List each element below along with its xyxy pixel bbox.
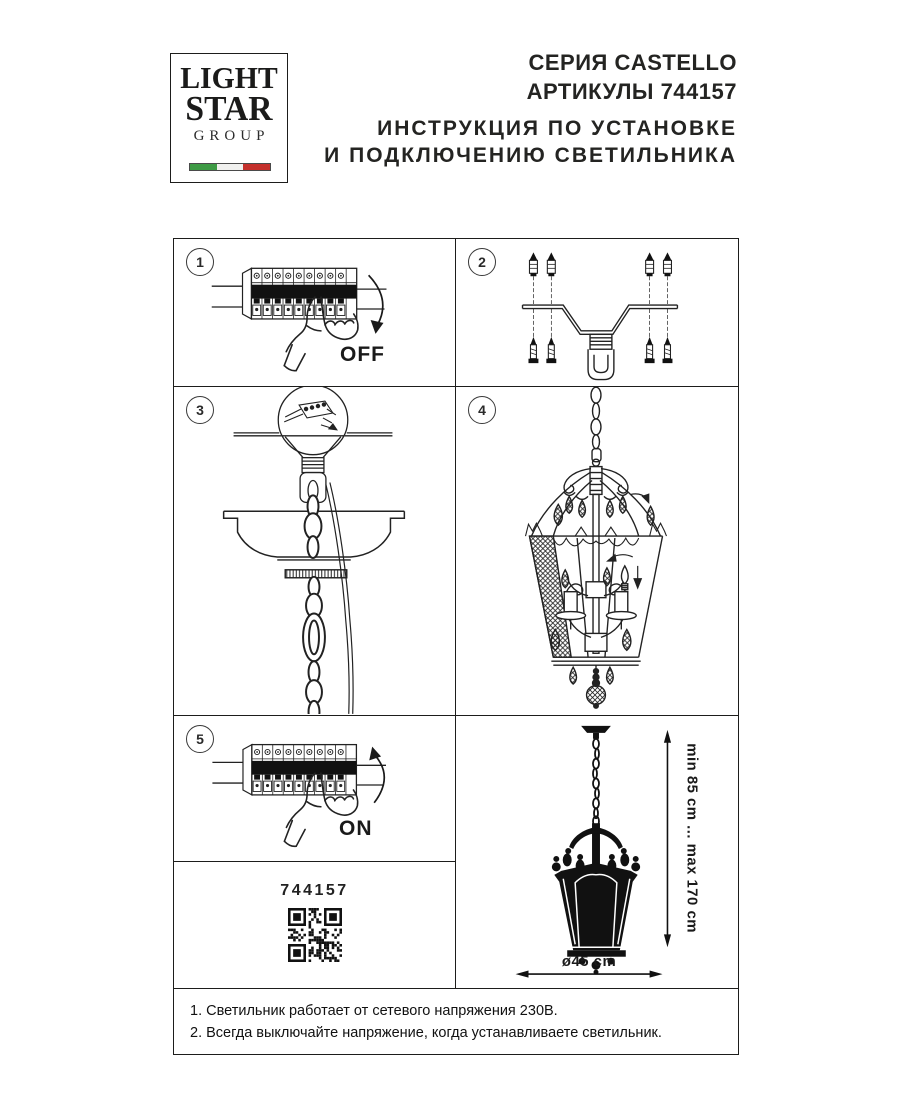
note-line-2: 2. Всегда выключайте напряжение, когда устанавливаете светильник. <box>190 1025 662 1041</box>
diameter-dimension <box>516 954 663 978</box>
rotate-up-arrow-icon <box>369 747 384 803</box>
chandelier-assembly-drawing <box>456 387 736 714</box>
dimension-cell <box>456 716 738 989</box>
step-number-badge: 5 <box>186 725 214 753</box>
step-number-badge: 4 <box>468 396 496 424</box>
mounting-bracket-drawing <box>456 239 736 385</box>
italy-flag-bar <box>189 163 271 171</box>
step-4-cell <box>456 387 738 716</box>
anchor-screws <box>528 252 672 363</box>
header-instruction-title <box>324 115 737 169</box>
pendant-dimensions-drawing <box>456 716 736 987</box>
rotate-down-arrow-icon <box>369 275 384 334</box>
circuit-breaker-off-drawing <box>174 239 454 385</box>
diameter-label: ø45 cm <box>561 954 617 971</box>
qr-article-number: 744157 <box>280 882 349 899</box>
logo-star: STAR <box>185 88 273 128</box>
instruction-table <box>173 238 739 1055</box>
height-range-label: min 85 cm ... max 170 cm <box>683 743 700 933</box>
header-instruction-line1: ИНСТРУКЦИЯ ПО УСТАНОВКЕ <box>377 117 737 140</box>
header <box>324 48 737 169</box>
note-line-1: 1. Светильник работает от сетевого напряжения 230В. <box>190 1003 558 1019</box>
header-articles: АРТИКУЛЫ 744157 <box>526 79 737 104</box>
header-series-title: СЕРИЯ CASTELLO <box>528 50 737 75</box>
notes-cell <box>174 989 738 1054</box>
flag-white-segment <box>217 164 244 170</box>
step-2-cell <box>456 239 738 387</box>
flag-red-segment <box>243 164 270 170</box>
qr-cell <box>174 862 456 989</box>
flag-green-segment <box>190 164 217 170</box>
step-1-cell <box>174 239 456 387</box>
logo-group: GROUP <box>193 128 270 145</box>
step-number-badge: 2 <box>468 248 496 276</box>
height-dimension <box>664 730 699 947</box>
on-label: ON <box>339 817 373 840</box>
step-5-cell <box>174 716 456 862</box>
off-label: OFF <box>340 343 385 366</box>
circuit-breaker-on-drawing <box>174 716 454 860</box>
qr-code <box>288 908 342 962</box>
logo-light: LIGHT <box>180 60 278 95</box>
brand-logo-box <box>170 53 288 183</box>
step-3-cell <box>174 387 456 716</box>
header-instruction-line2: И ПОДКЛЮЧЕНИЮ СВЕТИЛЬНИКА <box>324 144 737 167</box>
step-number-badge: 3 <box>186 396 214 424</box>
step-number-badge: 1 <box>186 248 214 276</box>
ceiling-mount-chain-drawing <box>174 387 454 714</box>
